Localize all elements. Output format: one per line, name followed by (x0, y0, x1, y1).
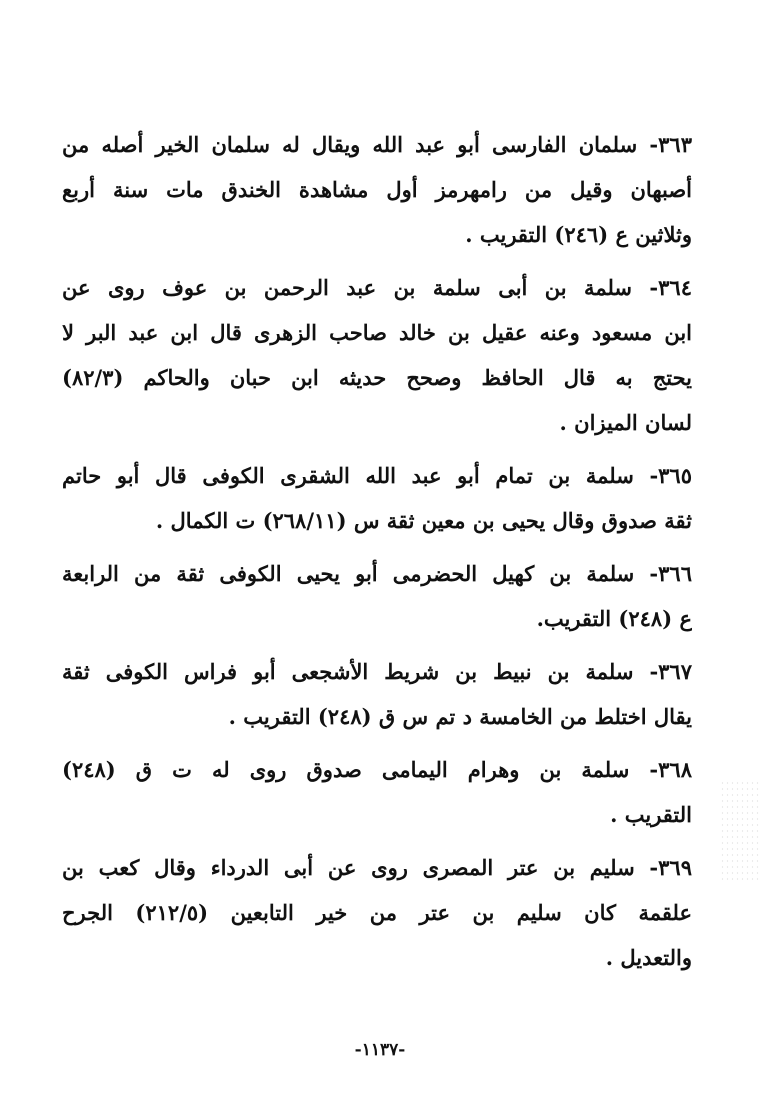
entry-line: ٣٦٦- سلمة بن كهيل الحضرمى أبو يحيى الكوفى ثقة من الرابعة (62, 561, 692, 586)
entry-366 (62, 551, 692, 641)
entry-364 (62, 265, 692, 445)
entry-368 (62, 747, 692, 837)
entry-363 (62, 122, 692, 257)
entry-line: ٣٦٨- سلمة بن وهرام اليمامى صدوق روى له ت ق (٢٤٨) (62, 757, 692, 782)
entry-line: ٣٦٤- سلمة بن أبى سلمة بن عبد الرحمن بن عوف روى عن (62, 275, 692, 300)
entry-line: والتعديل . (605, 945, 692, 970)
entry-line: وثلاثين ع (٢٤٦) التقريب . (465, 222, 692, 247)
scan-speckle (720, 780, 760, 880)
entry-line: ٣٦٧- سلمة بن نبيط بن شريط الأشجعى أبو فراس الكوفى ثقة (62, 659, 692, 684)
entry-line: ابن مسعود وعنه عقيل بن خالد صاحب الزهرى قال ابن عبد البر لا (62, 320, 692, 345)
entry-369 (62, 845, 692, 980)
entry-line: ٣٦٣- سلمان الفارسى أبو عبد الله ويقال له سلمان الخير أصله من (62, 132, 692, 157)
entry-line: ثقة صدوق وقال يحيى بن معين ثقة س (٢٦٨/١١) ت الكمال . (155, 508, 692, 533)
entry-line: ٣٦٥- سلمة بن تمام أبو عبد الله الشقرى الكوفى قال أبو حاتم (62, 463, 692, 488)
entry-line: أصبهان وقيل من رامهرمز أول مشاهدة الخندق مات سنة أربع (62, 177, 692, 202)
entry-line: يقال اختلط من الخامسة د تم س ق (٢٤٨) التقريب . (228, 704, 692, 729)
entry-line: ٣٦٩- سليم بن عتر المصرى روى عن أبى الدرداء وقال كعب بن (62, 855, 692, 880)
page-body (62, 122, 692, 988)
entry-line: لسان الميزان . (559, 410, 692, 435)
entry-367 (62, 649, 692, 739)
page-number: -١١٣٧- (354, 1040, 406, 1060)
entry-line: ع (٢٤٨) التقريب. (536, 606, 692, 631)
entry-line: التقريب . (610, 802, 692, 827)
entry-line: يحتج به قال الحافظ وصحح حديثه ابن حبان والحاكم (٨٢/٣) (62, 365, 692, 390)
entry-line: علقمة كان سليم بن عتر من خير التابعين (٢١٢/٥) الجرح (62, 900, 692, 925)
entry-365 (62, 453, 692, 543)
